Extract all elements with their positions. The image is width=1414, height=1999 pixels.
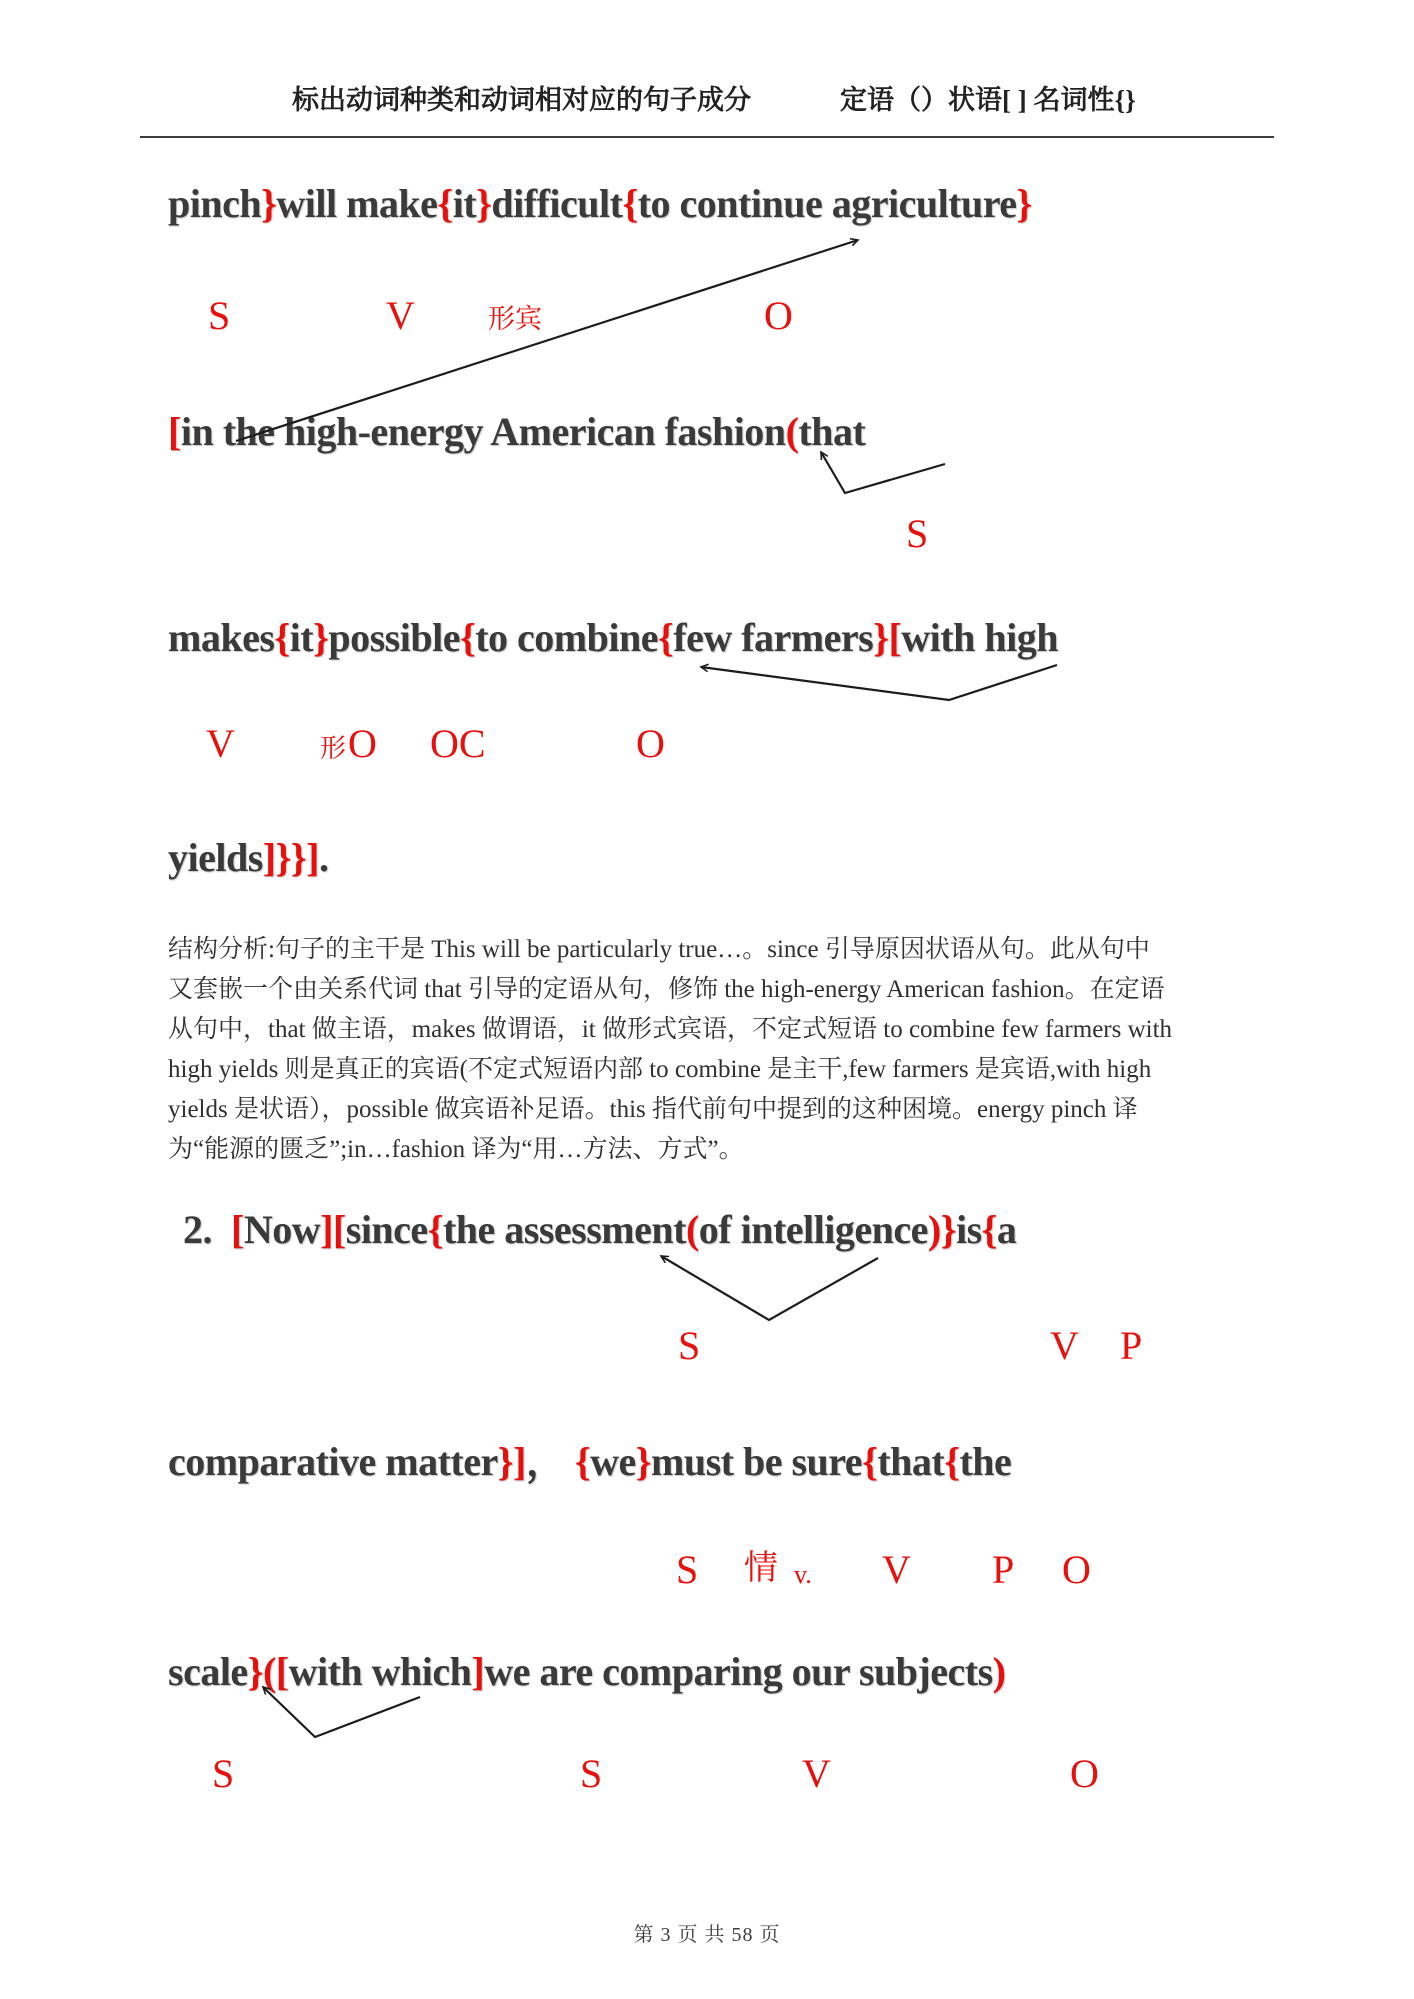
grammar-label: O: [1062, 1547, 1091, 1592]
grammar-label: V: [386, 293, 415, 338]
grammar-label: S: [678, 1323, 701, 1368]
analysis-line: high yields 则是真正的宾语(不定式短语内部 to combine 是主干,few farmers 是宾语,with high: [168, 1056, 1152, 1083]
analysis-line: yields 是状语），possible 做宾语补足语。this 指代前句中提到的这种困境。energy pinch 译: [168, 1096, 1138, 1123]
analysis-line: 又套嵌一个由关系代词 that 引导的定语从句，修饰 the high-energy American fashion。在定语: [168, 976, 1165, 1003]
text-segment: since: [345, 1207, 428, 1252]
grammar-label: 形宾: [488, 304, 542, 334]
text-segment: }: [261, 181, 277, 226]
grammar-label: 形: [320, 734, 347, 763]
analysis-line: 为“能源的匮乏”;in…fashion 译为“用…方法、方式”。: [168, 1136, 744, 1163]
text-segment: difficult: [491, 181, 623, 226]
text-segment: (: [785, 409, 799, 454]
text-segment: {: [658, 615, 674, 660]
grammar-label: S: [208, 293, 231, 338]
sentence-line-7: [168, 1648, 1005, 1695]
text-segment: }: [476, 181, 492, 226]
text-segment: ]: [471, 1649, 485, 1694]
text-segment: }: [313, 615, 329, 660]
text-segment: [: [888, 615, 902, 660]
grammar-label: OC: [430, 721, 486, 766]
grammar-label: V: [802, 1751, 831, 1796]
grammar-label: S: [580, 1751, 603, 1796]
text-segment: ，: [525, 1439, 575, 1484]
arrow: [821, 452, 945, 493]
sentence-line-5: [183, 1206, 1016, 1253]
text-segment: [: [231, 1207, 244, 1252]
text-segment: }: [1016, 181, 1032, 226]
analysis-paragraph: [168, 930, 1253, 1170]
grammar-label: P: [1120, 1323, 1143, 1368]
text-segment: }]: [497, 1439, 526, 1484]
grammar-label: V: [1050, 1323, 1079, 1368]
text-segment: {: [274, 615, 290, 660]
grammar-label: S: [676, 1547, 699, 1592]
text-segment: few farmers: [673, 615, 874, 660]
text-segment: }([: [247, 1649, 289, 1694]
text-segment: the assessment: [442, 1207, 686, 1252]
text-segment: }: [635, 1439, 651, 1484]
text-segment: scale: [168, 1649, 248, 1694]
sentence-line-1: [168, 180, 1032, 227]
text-segment: pinch: [168, 181, 262, 226]
text-segment: {: [862, 1439, 878, 1484]
grammar-label: V: [882, 1547, 911, 1592]
text-segment: {: [427, 1207, 443, 1252]
grammar-label: O: [764, 293, 793, 338]
text-segment: a: [996, 1207, 1017, 1252]
text-segment: {: [437, 181, 453, 226]
text-segment: that: [877, 1439, 945, 1484]
text-segment: }: [873, 615, 889, 660]
text-segment: comparative matter: [168, 1439, 498, 1484]
text-segment: yields: [168, 835, 263, 880]
text-segment: will make: [276, 181, 438, 226]
text-segment: it: [289, 615, 314, 660]
text-segment: with high: [901, 615, 1058, 660]
text-segment: of intelligence: [698, 1207, 928, 1252]
text-segment: {: [622, 181, 638, 226]
text-segment: the: [959, 1439, 1012, 1484]
text-segment: (: [685, 1207, 699, 1252]
text-segment: we are comparing our subjects: [484, 1649, 993, 1694]
sentence-line-4: [168, 834, 328, 881]
text-segment: {: [944, 1439, 960, 1484]
text-segment: ): [992, 1649, 1006, 1694]
grammar-label: P: [992, 1547, 1015, 1592]
sentence-line-2: [168, 408, 865, 455]
text-segment: to combine: [475, 615, 658, 660]
header-legend: 定语（）状语[ ] 名词性{}: [840, 85, 1136, 115]
arrow: [661, 1256, 878, 1320]
text-segment: {: [459, 615, 476, 660]
text-segment: is: [955, 1207, 982, 1252]
sentence-line-6: [168, 1430, 1011, 1487]
grammar-label: v.: [794, 1560, 812, 1589]
text-segment: makes: [168, 615, 275, 660]
text-segment: with which: [288, 1649, 472, 1694]
analysis-line: 从句中，that 做主语，makes 做谓语，it 做形式宾语，不定式短语 to combine few farmers with: [168, 1016, 1173, 1043]
text-segment: )}: [927, 1207, 956, 1252]
text-segment: Now: [243, 1207, 321, 1252]
header-rule: [140, 136, 1274, 138]
text-segment: must be sure: [651, 1439, 863, 1484]
text-segment: that: [798, 409, 866, 454]
text-segment: {: [574, 1439, 591, 1484]
text-segment: we: [590, 1439, 636, 1484]
analysis-line: 结构分析:句子的主干是 This will be particularly true…。since 引导原因状语从句。此从句中: [168, 936, 1150, 963]
arrow: [701, 665, 1057, 700]
sentence-line-3: [168, 614, 1058, 661]
text-segment: to continue agriculture: [637, 181, 1017, 226]
text-segment: ]}}]: [262, 835, 319, 880]
text-segment: [: [168, 409, 181, 454]
text-segment: {: [981, 1207, 997, 1252]
grammar-label: O: [1070, 1751, 1099, 1796]
text-segment: possible: [328, 615, 460, 660]
text-segment: it: [452, 181, 477, 226]
grammar-label: S: [906, 511, 929, 556]
grammar-label: 情: [744, 1550, 778, 1587]
header-left-title: 标出动词种类和动词相对应的句子成分: [292, 85, 751, 115]
text-segment: ][: [320, 1207, 346, 1252]
text-segment: .: [318, 835, 329, 880]
grammar-label: V: [206, 721, 235, 766]
page-number-footer: 第 3 页 共 58 页: [633, 1924, 781, 1946]
grammar-label: S: [212, 1751, 235, 1796]
text-segment: in the high-energy American fashion: [180, 409, 786, 454]
grammar-label: O: [348, 721, 377, 766]
text-segment: 2.: [183, 1207, 231, 1252]
grammar-label: O: [636, 721, 665, 766]
